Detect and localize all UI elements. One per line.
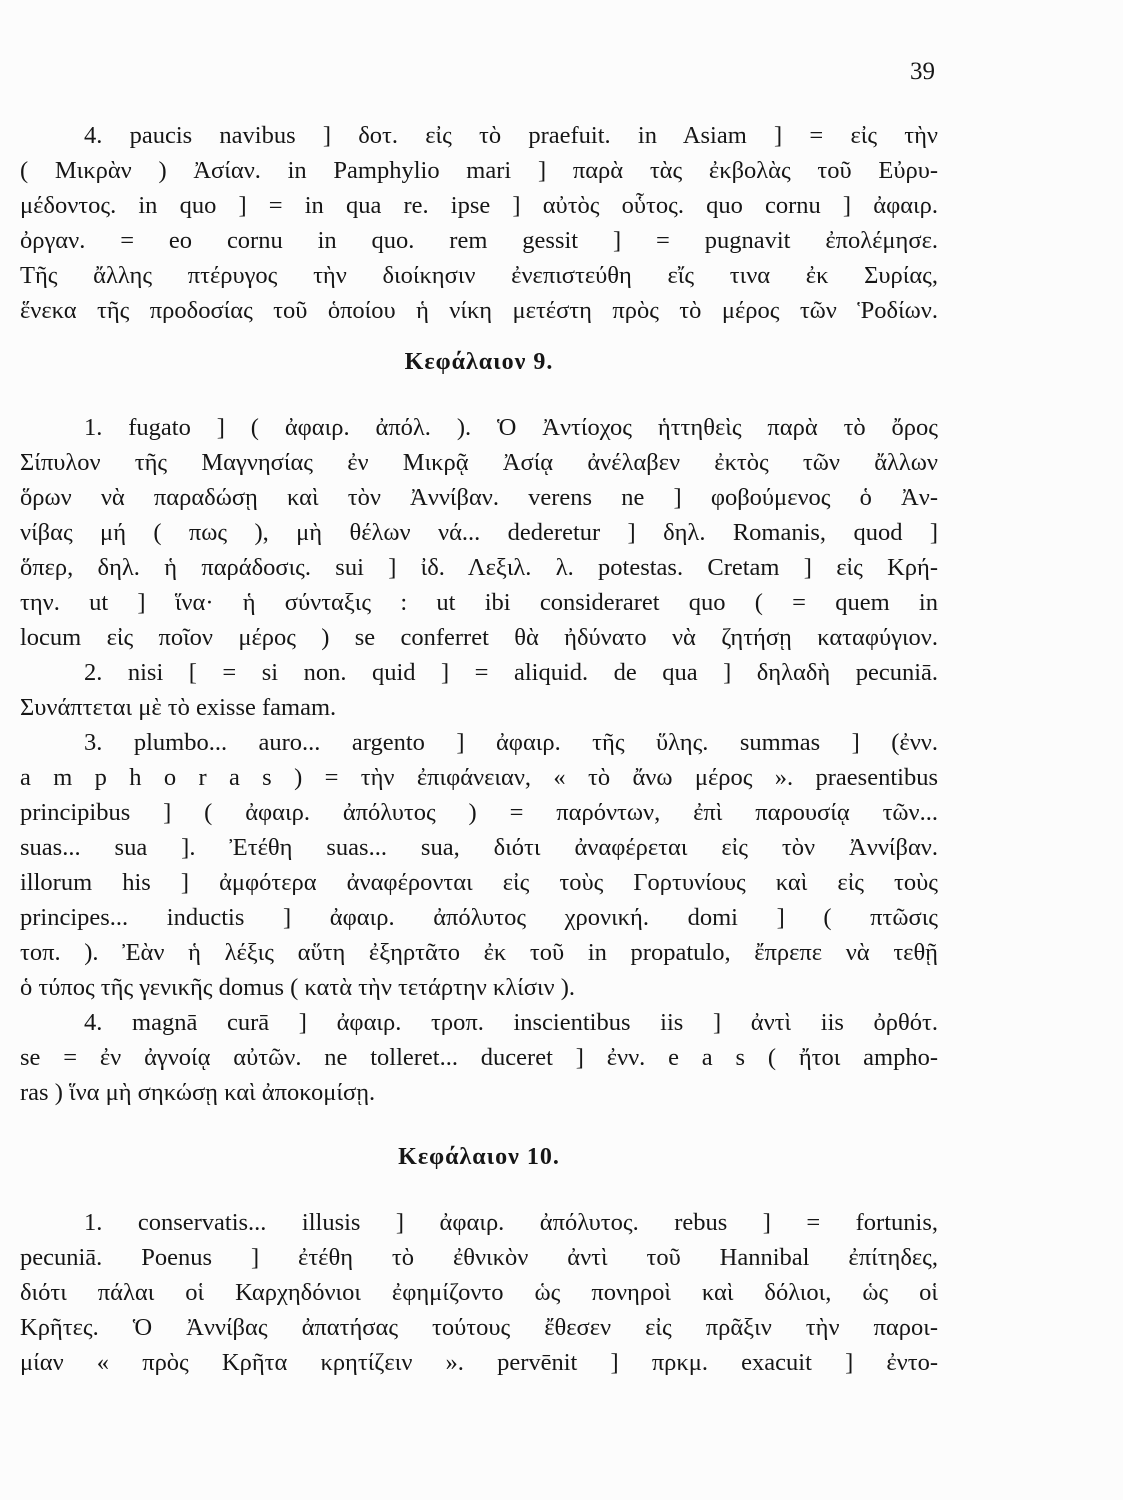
text-line: μίαν « πρὸς Κρῆτα κρητίζειν ». pervēnit ] πρκμ. exacuit ] ἐντο-	[20, 1349, 938, 1376]
text-line: 2. nisi [ = si non. quid ] = aliquid. de qua ] δηλαδὴ pecuniā.	[84, 659, 938, 686]
text-line: suas... sua ]. Ἐτέθη suas... sua, διότι ἀναφέρεται εἰς τὸν Ἀννίβαν.	[20, 834, 938, 861]
text-line: 4. paucis navibus ] δοτ. εἰς τὸ praefuit. in Asiam ] = εἰς τὴν	[84, 122, 938, 149]
text-line: 4. magnā curā ] ἀφαιρ. τροπ. inscientibus iis ] ἀντὶ iis ὀρθότ.	[84, 1009, 938, 1036]
text-line: διότι πάλαι οἱ Καρχηδόνιοι ἐφημίζοντο ὡς πονηροὶ καὶ δόλιοι, ὡς οἱ	[20, 1279, 938, 1306]
text-line: Σίπυλον τῆς Μαγνησίας ἐν Μικρᾷ Ἀσίᾳ ἀνέλαβεν ἐκτὸς τῶν ἄλλων	[20, 449, 938, 476]
text-line: Τῆς ἄλλης πτέρυγος τὴν διοίκησιν ἐνεπιστεύθη εἴς τινα ἐκ Συρίας,	[20, 262, 938, 289]
text-line: Συνάπτεται μὲ τὸ exisse famam.	[20, 694, 337, 721]
text-line: ἕνεκα τῆς προδοσίας τοῦ ὁποίου ἡ νίκη μετέστη πρὸς τὸ μέρος τῶν Ῥοδίων.	[20, 297, 938, 324]
text-line: ( Μικρὰν ) Ἀσίαν. in Pamphylio mari ] παρὰ τὰς ἐκβολὰς τοῦ Εὐρυ-	[20, 157, 938, 184]
text-line: τοπ. ). Ἐὰν ἡ λέξις αὕτη ἐξηρτᾶτο ἐκ τοῦ in propatulo, ἔπρεπε νὰ τεθῇ	[20, 939, 938, 966]
text-line: se = ἐν ἀγνοίᾳ αὐτῶν. ne tolleret... duceret ] ἐνν. e a s ( ἤτοι ampho-	[20, 1044, 938, 1071]
text-line: 1. fugato ] ( ἀφαιρ. ἀπόλ. ). Ὁ Ἀντίοχος ἡττηθεὶς παρὰ τὸ ὄρος	[84, 414, 938, 441]
text-line: ὅπερ, δηλ. ἡ παράδοσις. sui ] ἰδ. Λεξιλ. λ. potestas. Cretam ] εἰς Κρή-	[20, 554, 938, 581]
text-line: a m p h o r a s ) = τὴν ἐπιφάνειαν, « τὸ ἄνω μέρος ». praesentibus	[20, 764, 938, 791]
text-line: Κρῆτες. Ὁ Ἀννίβας ἀπατήσας τούτους ἔθεσεν εἰς πρᾶξιν τὴν παροι-	[20, 1314, 938, 1341]
text-line: την. ut ] ἵνα· ἡ σύνταξις : ut ibi consideraret quo ( = quem in	[20, 589, 938, 616]
page-number: 39	[910, 58, 935, 85]
text-line: ὅρων νὰ παραδώσῃ καὶ τὸν Ἀννίβαν. verens ne ] φοβούμενος ὁ Ἀν-	[20, 484, 938, 511]
chapter-heading-10: Κεφάλαιον 10.	[398, 1144, 560, 1170]
text-line: ras ) ἵνα μὴ σηκώσῃ καὶ ἀποκομίσῃ.	[20, 1079, 376, 1106]
text-line: ὀργαν. = eo cornu in quo. rem gessit ] = pugnavit ἐπολέμησε.	[20, 227, 938, 254]
text-line: μέδοντος. in quo ] = in qua re. ipse ] αὐτὸς οὗτος. quo cornu ] ἀφαιρ.	[20, 192, 938, 219]
text-line: principes... inductis ] ἀφαιρ. ἀπόλυτος χρονική. domi ] ( πτῶσις	[20, 904, 938, 931]
text-line: ὁ τύπος τῆς γενικῆς domus ( κατὰ τὴν τετάρτην κλίσιν ).	[20, 974, 576, 1001]
text-line: pecuniā. Poenus ] ἐτέθη τὸ ἐθνικὸν ἀντὶ τοῦ Hannibal ἐπίτηδες,	[20, 1244, 938, 1271]
text-line: principibus ] ( ἀφαιρ. ἀπόλυτος ) = παρόντων, ἐπὶ παρουσίᾳ τῶν...	[20, 799, 938, 826]
text-line: illorum his ] ἀμφότερα ἀναφέρονται εἰς τοὺς Γορτυνίους καὶ εἰς τοὺς	[20, 869, 938, 896]
text-line: νίβας μή ( πως ), μὴ θέλων νά... dederetur ] δηλ. Romanis, quod ]	[20, 519, 938, 546]
body-text	[20, 118, 938, 1380]
text-line: locum εἰς ποῖον μέρος ) se conferret θὰ ἠδύνατο νὰ ζητήσῃ καταφύγιον.	[20, 624, 938, 651]
chapter-heading-9: Κεφάλαιον 9.	[404, 349, 554, 375]
text-line: 3. plumbo... auro... argento ] ἀφαιρ. τῆς ὕλης. summas ] (ἐνν.	[84, 729, 938, 756]
text-line: 1. conservatis... illusis ] ἀφαιρ. ἀπόλυτος. rebus ] = fortunis,	[84, 1209, 938, 1236]
